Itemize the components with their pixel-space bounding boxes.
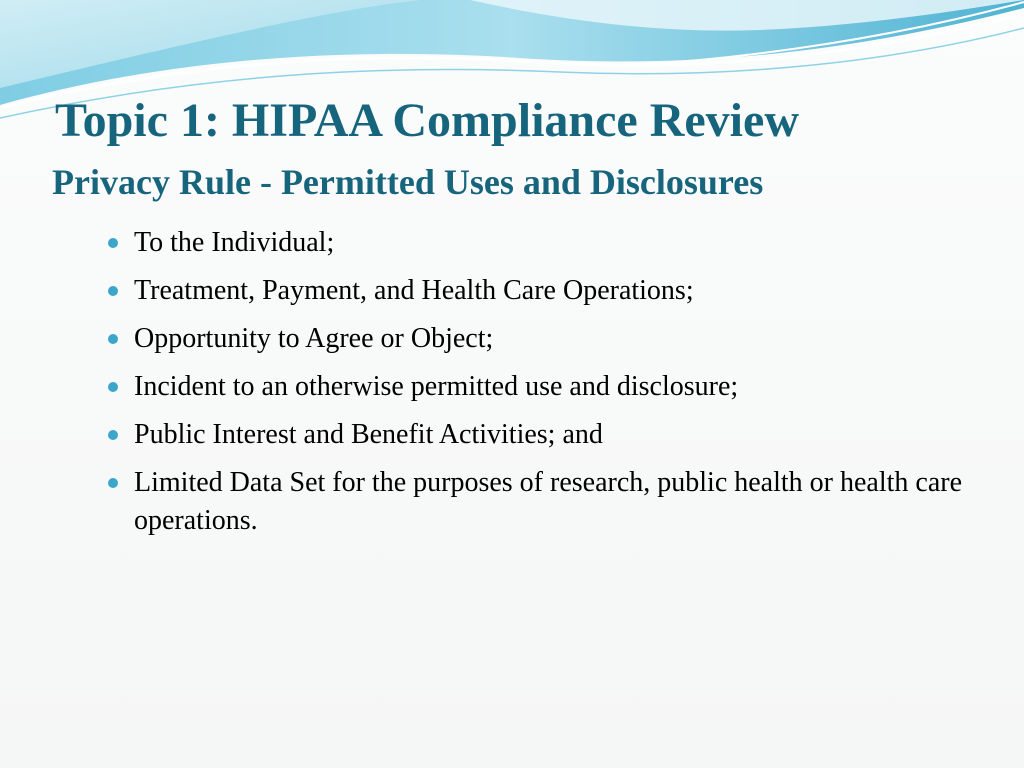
bullet-item: [106, 368, 986, 406]
bullet-text: To the Individual;: [134, 227, 335, 258]
slide-title: Topic 1: HIPAA Compliance Review: [55, 94, 799, 147]
bullet-text: Incident to an otherwise permitted use and disclosure;: [134, 371, 739, 402]
bullet-dot-icon: [108, 478, 118, 488]
bullet-item: [106, 272, 986, 310]
bullet-list: [106, 224, 986, 550]
bullet-item: [106, 224, 986, 262]
bullet-text: Treatment, Payment, and Health Care Operations;: [134, 275, 694, 306]
bullet-item: [106, 320, 986, 358]
bullet-text: Opportunity to Agree or Object;: [134, 323, 494, 354]
bullet-dot-icon: [108, 430, 118, 440]
slide-subtitle: Privacy Rule - Permitted Uses and Disclosures: [52, 162, 764, 202]
bullet-dot-icon: [108, 286, 118, 296]
bullet-text: Public Interest and Benefit Activities; and: [134, 419, 603, 450]
bullet-dot-icon: [108, 382, 118, 392]
bullet-text: Limited Data Set for the purposes of research, public health or health care operations.: [134, 467, 963, 536]
bullet-item: [106, 464, 986, 540]
bullet-item: [106, 416, 986, 454]
bullet-dot-icon: [108, 238, 118, 248]
bullet-dot-icon: [108, 334, 118, 344]
